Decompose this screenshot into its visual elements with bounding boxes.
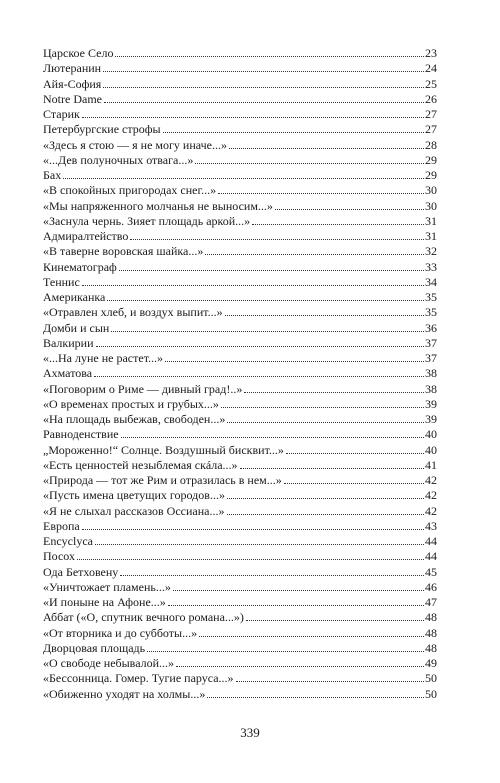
toc-entry	[43, 151, 437, 166]
toc-entry-page: 39	[425, 396, 437, 411]
dot-leader	[121, 425, 424, 438]
dot-leader	[275, 197, 424, 210]
dot-leader	[227, 502, 425, 515]
toc-entry	[43, 90, 437, 105]
toc-entry-page: 33	[425, 259, 437, 274]
toc-entry	[43, 319, 437, 334]
toc-entry	[43, 181, 437, 196]
dot-leader	[95, 532, 424, 545]
toc-entry	[43, 120, 437, 135]
toc-entry-title: Адмиралтейство	[43, 229, 129, 243]
toc-entry	[43, 593, 437, 608]
toc-entry-page: 31	[425, 213, 437, 228]
toc-entry-title: «О временах простых и грубых...»	[43, 396, 219, 411]
dot-leader	[147, 639, 424, 652]
toc-entry-title: «Обиженно уходят на холмы...»	[43, 686, 206, 701]
toc-entry	[43, 425, 437, 440]
table-of-contents	[43, 44, 437, 700]
dot-leader	[286, 441, 424, 454]
toc-entry-title: „Мороженно!“ Солнце. Воздушный бисквит...»	[43, 442, 284, 457]
dot-leader	[115, 44, 424, 57]
dot-leader	[103, 59, 424, 72]
toc-entry-page: 42	[425, 488, 437, 503]
toc-entry-page: 48	[425, 640, 437, 655]
dot-leader	[176, 654, 424, 667]
toc-entry-title: Notre Dame	[43, 91, 102, 106]
toc-entry-page: 25	[425, 76, 437, 91]
dot-leader	[246, 608, 424, 621]
toc-entry	[43, 608, 437, 623]
toc-entry-title: «В спокойных пригородах снег...»	[43, 183, 217, 198]
toc-entry-page: 35	[425, 305, 437, 320]
toc-entry-title: Царское Село	[43, 46, 114, 60]
toc-entry-title: «От вторника и до субботы...»	[43, 625, 198, 640]
toc-entry	[43, 273, 437, 288]
toc-entry	[43, 547, 437, 562]
dot-leader	[284, 471, 424, 484]
dot-leader	[199, 624, 424, 637]
toc-entry-title: Кинематограф	[43, 259, 117, 274]
toc-entry	[43, 532, 437, 547]
toc-entry-page: 29	[425, 168, 437, 182]
toc-entry-title: Теннис	[43, 274, 80, 289]
toc-entry-page: 37	[425, 335, 437, 350]
toc-entry	[43, 441, 437, 456]
toc-entry-page: 40	[425, 442, 437, 457]
toc-entry	[43, 227, 437, 242]
toc-entry	[43, 197, 437, 212]
toc-entry-title: Европа	[43, 518, 80, 533]
toc-entry-page: 34	[425, 274, 437, 289]
toc-entry-title: Валкирии	[43, 335, 94, 350]
dot-leader	[111, 319, 424, 332]
toc-entry	[43, 288, 437, 303]
toc-entry	[43, 136, 437, 151]
toc-entry-page: 28	[425, 137, 437, 152]
toc-entry-title: Дворцовая площадь	[43, 640, 146, 655]
toc-entry-title: «Заснула чернь. Зияет площадь аркой...»	[43, 213, 251, 228]
dot-leader	[207, 685, 424, 698]
toc-entry-title: Айя-София	[43, 76, 102, 91]
toc-entry-title: Старик	[43, 107, 80, 121]
page-number: 339	[240, 725, 260, 740]
toc-entry	[43, 212, 437, 227]
toc-entry-page: 42	[425, 503, 437, 518]
dot-leader	[82, 273, 424, 286]
toc-entry-page: 41	[425, 457, 437, 472]
toc-entry-page: 23	[425, 46, 437, 60]
toc-entry	[43, 349, 437, 364]
toc-entry-title: Ода Бетховену	[43, 564, 119, 579]
toc-entry-title: «Поговорим о Риме — дивный град!..»	[43, 381, 243, 396]
dot-leader	[227, 486, 424, 499]
toc-entry	[43, 471, 437, 486]
toc-entry-title: «И поныне на Афоне...»	[43, 595, 166, 609]
dot-leader	[120, 563, 424, 576]
toc-entry-title: «Отравлен хлеб, и воздух выпит...»	[43, 305, 223, 320]
toc-entry-title: «Здесь я стою — я не могу иначе...»	[43, 137, 227, 152]
toc-entry-title: Ахматова	[43, 366, 93, 381]
toc-entry-title: «На площадь выбежав, свободен...»	[43, 412, 226, 426]
toc-entry-page: 38	[425, 366, 437, 381]
toc-entry-page: 29	[425, 152, 437, 167]
dot-leader	[229, 136, 424, 149]
toc-entry	[43, 578, 437, 593]
dot-leader	[205, 242, 424, 255]
toc-entry-title: Домби и сын	[43, 320, 110, 335]
toc-entry	[43, 685, 437, 700]
dot-leader	[236, 669, 424, 682]
dot-leader	[77, 547, 424, 560]
toc-entry-title: «...На луне не растет...»	[43, 351, 164, 365]
toc-entry-title: Encyclyca	[43, 534, 93, 548]
dot-leader	[82, 517, 424, 530]
toc-entry-page: 40	[425, 427, 437, 442]
toc-entry-title: «Пусть имена цветущих городов...»	[43, 488, 225, 503]
dot-leader	[94, 364, 424, 377]
toc-entry-page: 38	[425, 381, 437, 396]
toc-entry-title: Бах	[43, 168, 62, 182]
dot-leader	[173, 578, 424, 591]
toc-entry	[43, 303, 437, 318]
dot-leader	[163, 120, 424, 133]
toc-entry-title: «В таверне воровская шайка...»	[43, 244, 204, 259]
dot-leader	[244, 380, 424, 393]
toc-entry-page: 32	[425, 244, 437, 259]
toc-entry-page: 43	[425, 518, 437, 533]
toc-entry-title: «...Дев полуночных отвага...»	[43, 152, 194, 167]
toc-entry-title: «Уничтожает пламень...»	[43, 579, 171, 594]
toc-entry-page: 44	[425, 549, 437, 564]
toc-entry	[43, 380, 437, 395]
toc-entry-title: Американка	[43, 290, 106, 304]
dot-leader	[218, 181, 424, 194]
dot-leader	[195, 151, 424, 164]
toc-entry-page: 35	[425, 290, 437, 304]
toc-entry-title: Лютеранин	[43, 61, 102, 76]
toc-entry-page: 49	[425, 656, 437, 670]
toc-entry-page: 47	[425, 595, 437, 609]
toc-entry	[43, 669, 437, 684]
toc-entry-page: 31	[425, 229, 437, 243]
toc-entry-page: 48	[425, 625, 437, 640]
toc-entry	[43, 334, 437, 349]
toc-entry-title: Аббат («О, спутник вечного романа...»)	[43, 610, 244, 625]
toc-entry-page: 42	[425, 473, 437, 487]
toc-entry	[43, 563, 437, 578]
dot-leader	[96, 334, 424, 347]
toc-entry	[43, 75, 437, 90]
dot-leader	[221, 395, 424, 408]
toc-entry	[43, 105, 437, 120]
toc-entry-page: 50	[425, 686, 437, 701]
toc-entry-title: «Я не слыхал рассказов Оссиана...»	[43, 503, 225, 518]
toc-entry	[43, 258, 437, 273]
toc-entry-page: 45	[425, 564, 437, 579]
toc-entry	[43, 395, 437, 410]
toc-entry-title: «О свободе небывалой...»	[43, 656, 175, 670]
toc-entry	[43, 410, 437, 425]
dot-leader	[240, 456, 424, 469]
toc-entry-page: 44	[425, 534, 437, 548]
dot-leader	[82, 105, 424, 118]
toc-entry-title: «Есть ценностей незыблемая скáла...»	[43, 457, 238, 472]
toc-entry-page: 27	[425, 107, 437, 121]
dot-leader	[104, 90, 424, 103]
dot-leader	[165, 349, 424, 362]
dot-leader	[227, 410, 424, 423]
toc-entry	[43, 624, 437, 639]
dot-leader	[168, 593, 424, 606]
dot-leader	[119, 258, 424, 271]
dot-leader	[225, 303, 424, 316]
toc-entry-page: 48	[425, 610, 437, 625]
dot-leader	[63, 166, 424, 179]
toc-entry	[43, 166, 437, 181]
toc-entry-page: 26	[425, 91, 437, 106]
toc-entry-page: 27	[425, 122, 437, 137]
toc-entry-page: 39	[425, 412, 437, 426]
toc-entry	[43, 502, 437, 517]
toc-entry-page: 50	[425, 671, 437, 686]
toc-entry	[43, 44, 437, 59]
dot-leader	[252, 212, 424, 225]
toc-entry-page: 37	[425, 351, 437, 365]
dot-leader	[130, 227, 424, 240]
toc-entry	[43, 639, 437, 654]
toc-entry	[43, 364, 437, 379]
toc-entry-page: 36	[425, 320, 437, 335]
toc-entry	[43, 242, 437, 257]
toc-entry-page: 24	[425, 61, 437, 76]
toc-entry-title: Посох	[43, 549, 75, 564]
toc-entry-title: «Бессонница. Гомер. Тугие паруса...»	[43, 671, 234, 686]
toc-entry	[43, 517, 437, 532]
toc-entry-title: «Природа — тот же Рим и отразилась в нем...»	[43, 473, 282, 487]
toc-entry	[43, 654, 437, 669]
dot-leader	[107, 288, 424, 301]
toc-entry-title: Петербургские строфы	[43, 122, 161, 137]
toc-entry-page: 46	[425, 579, 437, 594]
toc-entry	[43, 456, 437, 471]
toc-entry	[43, 59, 437, 74]
toc-entry-page: 30	[425, 183, 437, 198]
toc-entry	[43, 486, 437, 501]
toc-entry-title: «Мы напряженного молчанья не выносим...»	[43, 198, 273, 213]
toc-entry-title: Равноденствие	[43, 427, 119, 442]
toc-entry-page: 30	[425, 198, 437, 213]
dot-leader	[103, 75, 424, 88]
